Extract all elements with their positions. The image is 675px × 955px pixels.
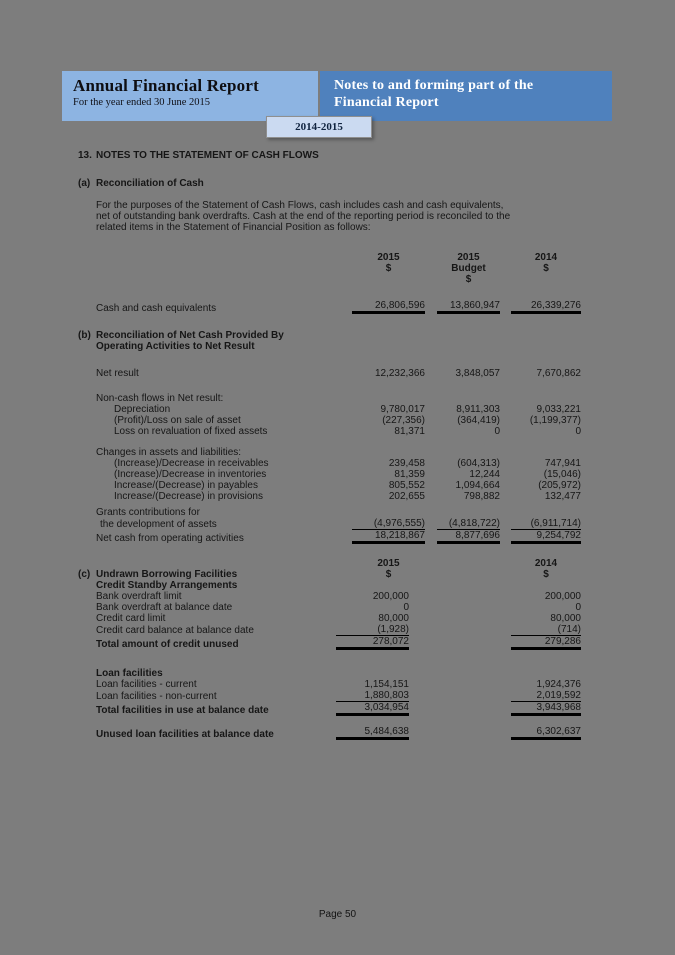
value-2014: (6,911,714) — [511, 518, 581, 530]
table-row-grants-line1: Grants contributions for — [96, 507, 200, 518]
value-2014: 0 — [575, 602, 581, 613]
value-2014: 80,000 — [550, 613, 581, 624]
value-budget: 798,882 — [463, 491, 500, 502]
value-budget: 8,877,696 — [437, 530, 500, 544]
value-budget: 13,860,947 — [437, 300, 500, 314]
section-b-title: Reconciliation of Net Cash Provided By Operating Activities to Net Result — [96, 330, 284, 352]
value-budget: (364,419) — [457, 415, 500, 426]
table-row-od-limit: Bank overdraft limit 200,000 200,000 — [96, 591, 581, 602]
loan-facilities-heading: Loan facilities — [96, 668, 163, 679]
header-right-panel — [320, 71, 612, 121]
value-2015: 81,359 — [394, 469, 425, 480]
value-2014: (15,046) — [543, 469, 581, 480]
value-2014: (714) — [511, 624, 581, 636]
section-b-num: (b) — [78, 330, 91, 341]
value-2014: 1,924,376 — [536, 679, 581, 690]
section-c-title: Undrawn Borrowing Facilities — [96, 569, 238, 580]
para-line: related items in the Statement of Financial Position as follows: — [96, 222, 371, 233]
col-header-2015-budget: 2015 Budget $ — [451, 252, 486, 285]
col-header-2014: 2014 — [534, 558, 558, 569]
value-2014: 132,477 — [544, 491, 581, 502]
section-b-heading — [78, 330, 615, 352]
value-2015: 805,552 — [388, 480, 425, 491]
value-2014: 0 — [575, 426, 581, 437]
page-content — [0, 150, 675, 740]
value-2015: 200,000 — [372, 591, 409, 602]
notes-title-line1: Notes to and forming part of the — [334, 78, 534, 93]
value-2015: 80,000 — [378, 613, 409, 624]
value-budget: 1,094,664 — [455, 480, 500, 491]
para-line: net of outstanding bank overdrafts. Cash at the end of the reporting period is reconciled to the — [96, 211, 511, 222]
value-2014: (205,972) — [538, 480, 581, 491]
table-row-net-result: Net result 12,232,366 3,848,057 7,670,862 — [96, 368, 581, 379]
report-header — [62, 71, 612, 121]
table-row-loan-noncurrent: Loan facilities - non-current 1,880,803 2,019,592 — [96, 690, 581, 702]
value-budget: 8,911,303 — [456, 404, 500, 415]
value-budget: 12,244 — [469, 469, 500, 480]
value-2014: 200,000 — [544, 591, 581, 602]
value-2015: 26,806,596 — [352, 300, 425, 314]
note-title: NOTES TO THE STATEMENT OF CASH FLOWS — [96, 150, 319, 161]
table-row-cc-balance: Credit card balance at balance date (1,928) (714) — [96, 624, 581, 636]
section-a-heading — [78, 178, 615, 189]
col-header-2015: 2015 — [377, 558, 400, 569]
table-row-unused-loan: Unused loan facilities at balance date 5,484,638 6,302,637 — [96, 726, 581, 740]
table-row-revaluation: Loss on revaluation of fixed assets 81,371 0 0 — [114, 426, 581, 437]
value-2014: 26,339,276 — [511, 300, 581, 314]
page-number: Page 50 — [318, 909, 357, 920]
value-2015: 0 — [403, 602, 409, 613]
section-a-num: (a) — [78, 178, 91, 189]
value-2015: 5,484,638 — [336, 726, 409, 740]
table-row-noncash-heading: Non-cash flows in Net result: — [96, 393, 224, 404]
value-2015: 18,218,867 — [352, 530, 425, 544]
note-heading — [78, 150, 615, 161]
value-2015: (227,356) — [382, 415, 425, 426]
col-header-2015: 2015 $ — [377, 252, 400, 274]
table-row-payables: Increase/(Decrease) in payables 805,552 1,094,664 (205,972) — [114, 480, 581, 491]
value-2014: (1,199,377) — [529, 415, 581, 426]
value-budget: (4,818,722) — [437, 518, 500, 530]
section-a-title: Reconciliation of Cash — [96, 178, 204, 189]
value-2015: (1,928) — [336, 624, 409, 636]
value-budget: (604,313) — [457, 458, 500, 469]
report-subtitle: For the year ended 30 June 2015 — [73, 97, 211, 108]
value-2014: 7,670,862 — [536, 368, 581, 379]
section-c-num: (c) — [78, 569, 91, 580]
table-row-inventories: (Increase)/Decrease in inventories 81,359 12,244 (15,046) — [114, 469, 581, 480]
value-2014: 6,302,637 — [511, 726, 581, 740]
value-2015: 1,880,803 — [336, 690, 409, 702]
table-row-receivables: (Increase)/Decrease in receivables 239,458 (604,313) 747,941 — [114, 458, 581, 469]
dollar-sign-2015: $ — [385, 569, 392, 580]
section-c-subheading: Credit Standby Arrangements — [96, 580, 238, 591]
value-2014: 2,019,592 — [511, 690, 581, 702]
para-line: For the purposes of the Statement of Cash Flows, cash includes cash and cash equivalents, — [96, 200, 504, 211]
value-2015: 3,034,954 — [336, 702, 409, 716]
table-row-total-credit: Total amount of credit unused 278,072 279,286 — [96, 636, 581, 650]
value-2014: 3,943,968 — [511, 702, 581, 716]
value-2015: 12,232,366 — [374, 368, 425, 379]
value-budget: 3,848,057 — [455, 368, 500, 379]
value-budget: 0 — [494, 426, 500, 437]
value-2015: 1,154,151 — [364, 679, 409, 690]
table-row-depreciation: Depreciation 9,780,017 8,911,303 9,033,221 — [114, 404, 581, 415]
table-row-grants-line2: the development of assets (4,976,555) (4,818,722) (6,911,714) — [100, 518, 581, 530]
notes-title-line2: Financial Report — [334, 95, 439, 110]
value-2014: 9,254,792 — [511, 530, 581, 544]
section-c-year-headers — [96, 558, 581, 569]
value-2014: 9,033,221 — [536, 404, 581, 415]
year-badge: 2014-2015 — [266, 116, 372, 138]
value-2015: 202,655 — [388, 491, 425, 502]
col-header-2014: 2014 $ — [534, 252, 558, 274]
note-number: 13. — [78, 150, 92, 161]
section-c-heading-row — [78, 569, 581, 580]
table-row-od-balance: Bank overdraft at balance date 0 0 — [96, 602, 581, 613]
table-row-cc-limit: Credit card limit 80,000 80,000 — [96, 613, 581, 624]
report-title: Annual Financial Report — [73, 76, 259, 95]
table-row-net-cash-total: Net cash from operating activities 18,218,867 8,877,696 9,254,792 — [96, 530, 581, 544]
value-2015: (4,976,555) — [352, 518, 425, 530]
row-label: Cash and cash equivalents — [96, 303, 217, 314]
value-2014: 279,286 — [511, 636, 581, 650]
table-row-cash-equivalents — [96, 300, 581, 314]
table-row-changes-heading: Changes in assets and liabilities: — [96, 447, 242, 458]
intro-paragraph — [96, 200, 605, 233]
value-2015: 239,458 — [388, 458, 425, 469]
table-row-loan-current: Loan facilities - current 1,154,151 1,924,376 — [96, 679, 581, 690]
table-row-provisions: Increase/(Decrease) in provisions 202,655 798,882 132,477 — [114, 491, 581, 502]
table-row-sale-asset: (Profit)/Loss on sale of asset (227,356) (364,419) (1,199,377) — [114, 415, 581, 426]
value-2015: 278,072 — [336, 636, 409, 650]
header-left-panel — [62, 71, 318, 121]
value-2015: 9,780,017 — [380, 404, 425, 415]
table-row-total-facilities: Total facilities in use at balance date 3,034,954 3,943,968 — [96, 702, 581, 716]
dollar-sign-2014: $ — [543, 569, 549, 580]
table-column-headers — [96, 252, 581, 285]
value-2015: 81,371 — [394, 426, 425, 437]
value-2014: 747,941 — [544, 458, 581, 469]
